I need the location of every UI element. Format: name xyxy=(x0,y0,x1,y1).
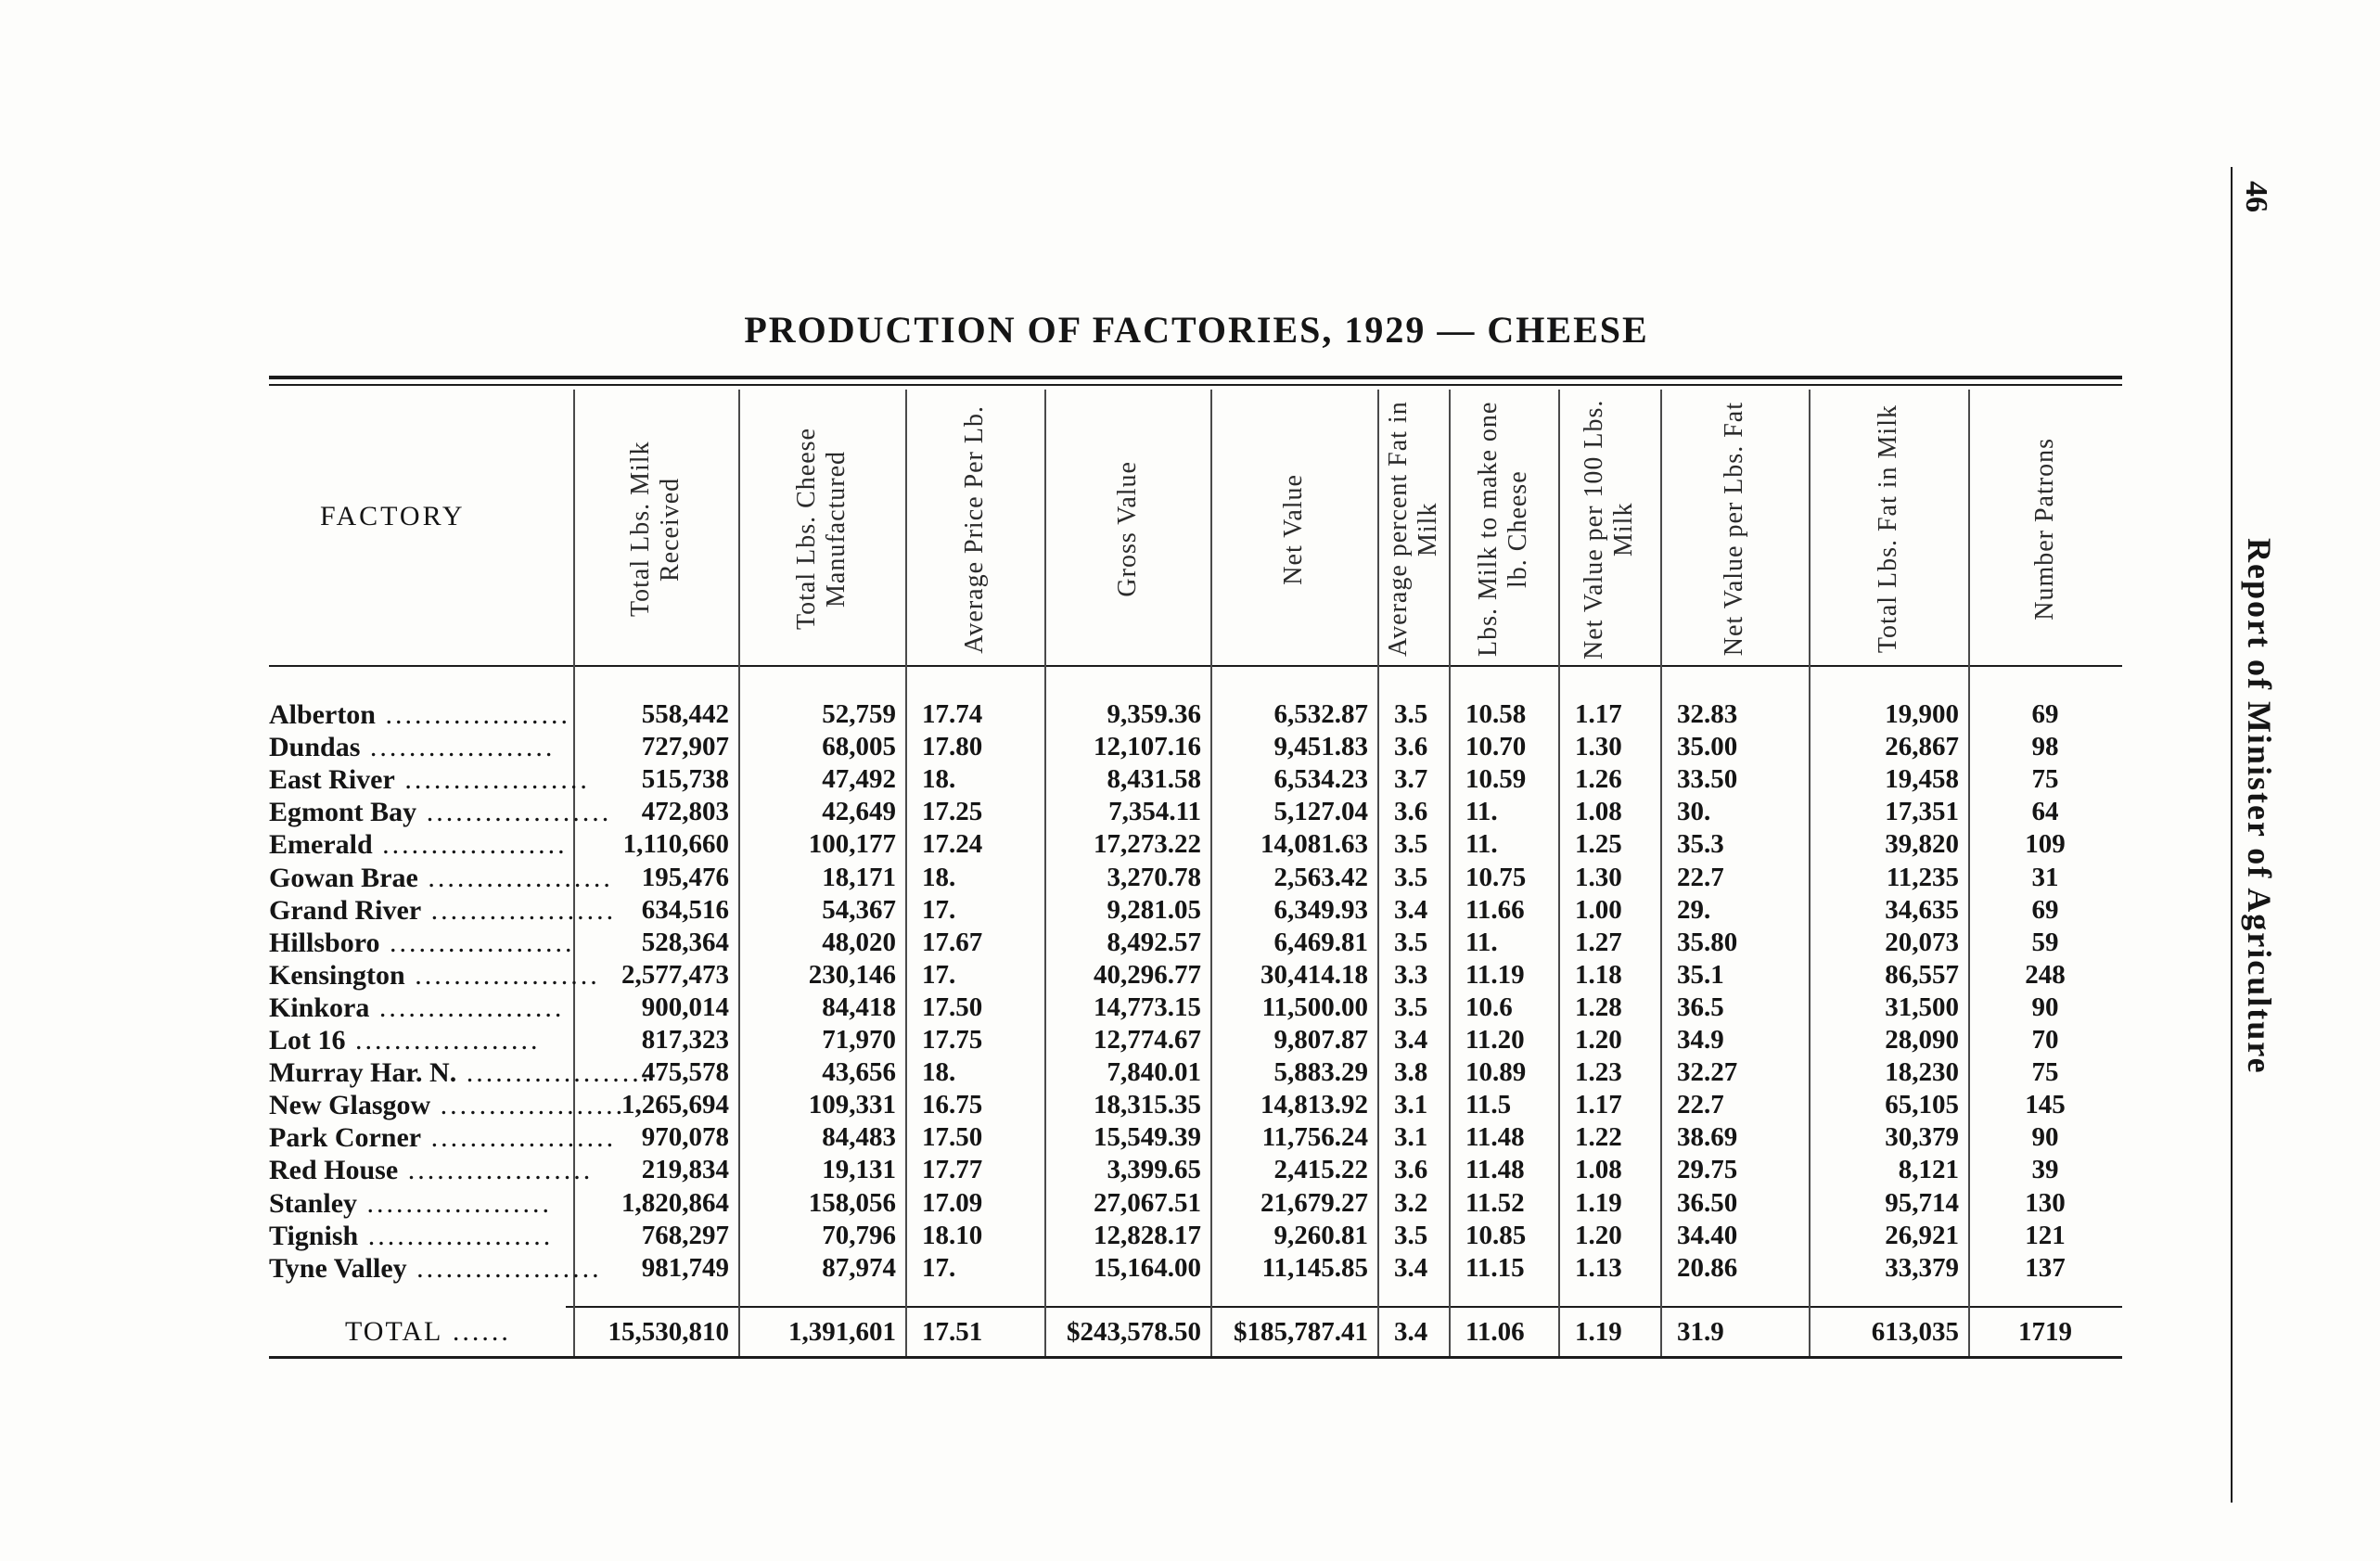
leader-dots: ................... xyxy=(406,1253,602,1284)
leader-dots: ................... xyxy=(345,1025,541,1056)
cell-gross: 27,067.51 xyxy=(1094,1188,1201,1218)
cell-nv-fat: 38.69 xyxy=(1677,1122,1738,1152)
leader-dots: ................... xyxy=(398,1155,594,1185)
cell-milk: 472,803 xyxy=(641,797,729,826)
cell-milk-per-lb: 11. xyxy=(1465,829,1498,859)
table-top-rule-thin xyxy=(269,384,2122,386)
cell-milk-per-lb: 11.06 xyxy=(1465,1317,1525,1347)
cell-price: 18.10 xyxy=(922,1221,983,1250)
cell-nv-fat: 33.50 xyxy=(1677,764,1738,794)
cell-price: 17.09 xyxy=(922,1188,983,1218)
cell-nv-fat: 22.7 xyxy=(1677,1090,1724,1120)
table-row-factory xyxy=(269,959,600,992)
column-header-text: Net Value xyxy=(1279,473,1308,585)
cell-price: 17.24 xyxy=(922,829,983,859)
cell-nv-100: 1.28 xyxy=(1575,992,1622,1022)
cell-nv-100: 1.18 xyxy=(1575,960,1622,990)
cell-fat-lbs: 86,557 xyxy=(1885,960,1959,990)
cell-milk: 900,014 xyxy=(641,992,729,1022)
table-row-factory xyxy=(269,698,570,731)
cell-nv-fat: 35.1 xyxy=(1677,960,1724,990)
leader-dots: ................... xyxy=(357,1188,553,1219)
column-header-text: Gross Value xyxy=(1112,461,1142,597)
cell-fat-lbs: 34,635 xyxy=(1885,895,1959,925)
table-row-factory xyxy=(269,1154,594,1186)
total-label-text: TOTAL xyxy=(345,1316,443,1347)
cell-price: 17.67 xyxy=(922,928,983,957)
cell-net: 9,260.81 xyxy=(1273,1221,1368,1250)
cell-fat-lbs: 30,379 xyxy=(1885,1122,1959,1152)
cell-price: 17.25 xyxy=(922,797,983,826)
column-header-text: Net Value per 100 Lbs. Milk xyxy=(1580,399,1638,659)
cell-fat-pct: 3.6 xyxy=(1394,1155,1428,1184)
running-head xyxy=(2241,538,2278,1187)
cell-nv-fat: 32.27 xyxy=(1677,1057,1738,1087)
leader-dots: ................... xyxy=(421,1122,617,1153)
cell-milk: 1,110,660 xyxy=(622,829,729,859)
column-header-gross xyxy=(1044,388,1210,671)
column-header-text: Total Lbs. Cheese Manufactured xyxy=(792,428,851,631)
cell-milk: 528,364 xyxy=(641,928,729,957)
cell-nv-100: 1.19 xyxy=(1575,1317,1622,1347)
column-header-text: Total Lbs. Milk Received xyxy=(626,441,685,618)
cell-cheese: 1,391,601 xyxy=(788,1317,896,1347)
cell-milk-per-lb: 11.19 xyxy=(1465,960,1525,990)
cell-milk-per-lb: 11.52 xyxy=(1465,1188,1525,1218)
leader-dots: ................... xyxy=(360,732,556,762)
cell-gross: 15,164.00 xyxy=(1094,1253,1201,1283)
cell-fat-lbs: 18,230 xyxy=(1885,1057,1959,1087)
factory-name: Tyne Valley xyxy=(269,1253,407,1284)
cell-gross: 3,270.78 xyxy=(1107,863,1201,892)
cell-nv-100: 1.23 xyxy=(1575,1057,1622,1087)
cell-price: 17.51 xyxy=(922,1317,983,1347)
cell-net: 11,145.85 xyxy=(1261,1253,1368,1283)
cell-nv-fat: 20.86 xyxy=(1677,1253,1738,1283)
cell-fat-lbs: 26,921 xyxy=(1885,1221,1959,1250)
cell-patrons: 69 xyxy=(2031,895,2059,925)
cell-milk: 475,578 xyxy=(641,1057,729,1087)
cell-fat-lbs: 26,867 xyxy=(1885,732,1959,761)
cell-fat-lbs: 17,351 xyxy=(1885,797,1959,826)
leader-dots: ................... xyxy=(421,895,617,926)
cell-cheese: 42,649 xyxy=(822,797,896,826)
column-header-text: Total Lbs. Fat in Milk xyxy=(1874,404,1902,654)
cell-patrons: 109 xyxy=(2025,829,2066,859)
column-header-price xyxy=(905,388,1044,671)
table-row-factory xyxy=(269,1220,566,1252)
cell-price: 17. xyxy=(922,960,956,990)
cell-fat-lbs: 95,714 xyxy=(1885,1188,1959,1218)
cell-milk-per-lb: 10.58 xyxy=(1465,699,1527,729)
cell-nv-fat: 34.40 xyxy=(1677,1221,1738,1250)
page-title: PRODUCTION OF FACTORIES, 1929 — CHEESE xyxy=(744,309,1649,351)
table-row-factory xyxy=(269,763,590,796)
cell-cheese: 68,005 xyxy=(822,732,896,761)
cell-nv-100: 1.30 xyxy=(1575,732,1622,761)
column-header-cheese xyxy=(738,388,905,671)
cell-patrons: 121 xyxy=(2025,1221,2066,1250)
cell-patrons: 90 xyxy=(2031,992,2059,1022)
cell-patrons: 130 xyxy=(2025,1188,2066,1218)
cell-fat-pct: 3.5 xyxy=(1394,928,1428,957)
cell-patrons: 90 xyxy=(2031,1122,2059,1152)
cell-price: 17.77 xyxy=(922,1155,983,1184)
cell-fat-lbs: 39,820 xyxy=(1885,829,1959,859)
cell-price: 18. xyxy=(922,1057,956,1087)
cell-fat-lbs: 613,035 xyxy=(1871,1317,1959,1347)
cell-fat-pct: 3.1 xyxy=(1394,1122,1428,1152)
cell-fat-pct: 3.5 xyxy=(1394,829,1428,859)
cell-patrons: 39 xyxy=(2031,1155,2059,1184)
cell-net: 11,756.24 xyxy=(1261,1122,1368,1152)
cell-net: 14,081.63 xyxy=(1260,829,1368,859)
factory-name: Tignish xyxy=(269,1221,359,1251)
cell-cheese: 230,146 xyxy=(808,960,896,990)
column-header-fat-lbs xyxy=(1809,388,1968,671)
cell-nv-100: 1.19 xyxy=(1575,1188,1622,1218)
cell-nv-100: 1.30 xyxy=(1575,863,1622,892)
factory-name: Murray Har. N. xyxy=(269,1057,457,1088)
cell-fat-pct: 3.5 xyxy=(1394,1221,1428,1250)
cell-fat-pct: 3.3 xyxy=(1394,960,1428,990)
factory-name: Gowan Brae xyxy=(269,863,418,893)
cell-fat-pct: 3.6 xyxy=(1394,732,1428,761)
factory-name: Kensington xyxy=(269,960,405,991)
cell-cheese: 158,056 xyxy=(808,1188,896,1218)
cell-nv-100: 1.20 xyxy=(1575,1025,1622,1055)
cell-nv-fat: 31.9 xyxy=(1677,1317,1724,1347)
cell-milk-per-lb: 11.20 xyxy=(1465,1025,1525,1055)
factory-name: Emerald xyxy=(269,829,373,860)
column-header-net xyxy=(1210,388,1377,671)
factory-name: Park Corner xyxy=(269,1122,422,1153)
cell-nv-fat: 36.50 xyxy=(1677,1188,1738,1218)
cell-milk: 558,442 xyxy=(641,699,729,729)
cell-price: 17. xyxy=(922,1253,956,1283)
cell-fat-pct: 3.4 xyxy=(1394,895,1428,925)
cell-net: 21,679.27 xyxy=(1260,1188,1368,1218)
table-row-factory xyxy=(269,927,575,959)
cell-price: 17.75 xyxy=(922,1025,983,1055)
cell-milk-per-lb: 11.5 xyxy=(1465,1090,1512,1120)
leader-dots: ................... xyxy=(404,960,600,991)
cell-fat-pct: 3.5 xyxy=(1394,992,1428,1022)
cell-gross: 18,315.35 xyxy=(1094,1090,1201,1120)
cell-net: 6,532.87 xyxy=(1273,699,1368,729)
cell-cheese: 70,796 xyxy=(822,1221,896,1250)
cell-patrons: 70 xyxy=(2031,1025,2059,1055)
factory-name: Red House xyxy=(269,1155,399,1185)
leader-dots: ................... xyxy=(376,699,570,730)
cell-fat-lbs: 20,073 xyxy=(1885,928,1959,957)
cell-fat-lbs: 8,121 xyxy=(1898,1155,1959,1184)
cell-milk-per-lb: 11.48 xyxy=(1465,1155,1525,1184)
cell-fat-lbs: 65,105 xyxy=(1885,1090,1959,1120)
cell-milk-per-lb: 10.59 xyxy=(1465,764,1527,794)
cell-gross: 8,492.57 xyxy=(1107,928,1201,957)
table-row-factory xyxy=(269,796,612,828)
column-header-nv-fat xyxy=(1660,388,1809,671)
column-header-text: Lbs. Milk to make one lb. Cheese xyxy=(1474,401,1532,658)
cell-price: 18. xyxy=(922,863,956,892)
table-row-factory xyxy=(269,1089,626,1121)
cell-milk: 515,738 xyxy=(641,764,729,794)
cell-net: 9,807.87 xyxy=(1273,1025,1368,1055)
cell-gross: 9,281.05 xyxy=(1107,895,1201,925)
cell-net: 6,469.81 xyxy=(1273,928,1368,957)
cell-nv-fat: 32.83 xyxy=(1677,699,1738,729)
cell-fat-lbs: 33,379 xyxy=(1885,1253,1959,1283)
table-top-rule xyxy=(269,376,2122,379)
total-leader-dots: ...... xyxy=(442,1316,511,1347)
factory-name: Lot 16 xyxy=(269,1025,346,1056)
cell-net: 2,563.42 xyxy=(1273,863,1368,892)
factory-name: Stanley xyxy=(269,1188,358,1219)
cell-fat-lbs: 31,500 xyxy=(1885,992,1959,1022)
factory-name: Hillsboro xyxy=(269,928,380,958)
cell-milk: 817,323 xyxy=(641,1025,729,1055)
cell-gross: $243,578.50 xyxy=(1067,1317,1201,1347)
cell-milk: 768,297 xyxy=(641,1221,729,1250)
cell-milk: 195,476 xyxy=(641,863,729,892)
cell-patrons: 137 xyxy=(2025,1253,2066,1283)
cell-fat-pct: 3.8 xyxy=(1394,1057,1428,1087)
cell-gross: 8,431.58 xyxy=(1107,764,1201,794)
cell-fat-pct: 3.4 xyxy=(1394,1317,1428,1347)
cell-nv-100: 1.17 xyxy=(1575,699,1622,729)
cell-nv-100: 1.17 xyxy=(1575,1090,1622,1120)
table-row-factory xyxy=(269,1187,566,1220)
cell-milk: 15,530,810 xyxy=(608,1317,729,1347)
cell-net: 6,349.93 xyxy=(1273,895,1368,925)
cell-nv-fat: 35.80 xyxy=(1677,928,1738,957)
cell-fat-pct: 3.1 xyxy=(1394,1090,1428,1120)
column-header-milk-per-lb xyxy=(1449,388,1558,671)
cell-price: 17.80 xyxy=(922,732,983,761)
cell-milk-per-lb: 11. xyxy=(1465,928,1498,957)
cell-cheese: 87,974 xyxy=(822,1253,896,1283)
factory-name: New Glasgow xyxy=(269,1090,431,1120)
cell-patrons: 1719 xyxy=(2018,1317,2072,1347)
cell-nv-fat: 36.5 xyxy=(1677,992,1724,1022)
cell-net: 5,883.29 xyxy=(1273,1057,1368,1087)
cell-cheese: 18,171 xyxy=(822,863,896,892)
cell-nv-100: 1.08 xyxy=(1575,797,1622,826)
cell-milk-per-lb: 10.85 xyxy=(1465,1221,1527,1250)
cell-gross: 40,296.77 xyxy=(1094,960,1201,990)
table-row-factory xyxy=(269,992,566,1024)
cell-patrons: 31 xyxy=(2031,863,2059,892)
factory-name: Dundas xyxy=(269,732,361,762)
cell-nv-fat: 22.7 xyxy=(1677,863,1724,892)
leader-dots: ................... xyxy=(372,829,568,860)
cell-net: 6,534.23 xyxy=(1273,764,1368,794)
column-header-text: Net Value per Lbs. Fat xyxy=(1720,402,1748,657)
leader-dots: ................... xyxy=(416,797,612,827)
leader-dots: ................... xyxy=(394,764,590,795)
cell-net: 14,813.92 xyxy=(1260,1090,1368,1120)
cell-gross: 7,840.01 xyxy=(1107,1057,1201,1087)
page-edge-rule xyxy=(2231,167,2233,1503)
column-header-text: Average Price Per Lb. xyxy=(960,404,989,654)
cell-milk: 634,516 xyxy=(641,895,729,925)
cell-cheese: 100,177 xyxy=(808,829,896,859)
table-row-factory xyxy=(269,862,613,894)
cell-gross: 3,399.65 xyxy=(1107,1155,1201,1184)
leader-dots: ................... xyxy=(430,1090,626,1120)
cell-cheese: 54,367 xyxy=(822,895,896,925)
cell-fat-lbs: 28,090 xyxy=(1885,1025,1959,1055)
factory-name: East River xyxy=(269,764,395,795)
table-row-factory xyxy=(269,731,566,763)
cell-milk: 1,820,864 xyxy=(621,1188,729,1218)
cell-fat-lbs: 11,235 xyxy=(1886,863,1959,892)
cell-milk-per-lb: 10.75 xyxy=(1465,863,1527,892)
cell-gross: 17,273.22 xyxy=(1094,829,1201,859)
cell-nv-100: 1.13 xyxy=(1575,1253,1622,1283)
cell-fat-pct: 3.6 xyxy=(1394,797,1428,826)
cell-patrons: 75 xyxy=(2031,1057,2059,1087)
cell-net: $185,787.41 xyxy=(1234,1317,1368,1347)
cell-milk: 219,834 xyxy=(641,1155,729,1184)
cell-price: 18. xyxy=(922,764,956,794)
leader-dots: ................... xyxy=(417,863,613,893)
table-row-factory xyxy=(269,1252,602,1285)
cell-nv-fat: 30. xyxy=(1677,797,1711,826)
cell-milk-per-lb: 10.89 xyxy=(1465,1057,1527,1087)
cell-price: 17.50 xyxy=(922,1122,983,1152)
cell-milk-per-lb: 10.70 xyxy=(1465,732,1527,761)
cell-milk: 2,577,473 xyxy=(621,960,729,990)
table-row-factory xyxy=(269,1056,652,1089)
cell-milk-per-lb: 11.15 xyxy=(1465,1253,1525,1283)
table-bottom-rule xyxy=(269,1356,2122,1359)
cell-milk: 981,749 xyxy=(641,1253,729,1283)
cell-nv-100: 1.22 xyxy=(1575,1122,1622,1152)
table-row-factory xyxy=(269,1121,617,1154)
cell-gross: 14,773.15 xyxy=(1094,992,1201,1022)
leader-dots: ................... xyxy=(358,1221,554,1251)
cell-fat-pct: 3.4 xyxy=(1394,1025,1428,1055)
cell-gross: 12,774.67 xyxy=(1094,1025,1201,1055)
cell-patrons: 145 xyxy=(2025,1090,2066,1120)
leader-dots: ................... xyxy=(456,1057,652,1088)
column-header-patrons xyxy=(1968,388,2122,671)
table-row-factory xyxy=(269,894,617,927)
table-row-factory xyxy=(269,1024,566,1056)
column-header-milk xyxy=(573,388,738,671)
cell-milk-per-lb: 10.6 xyxy=(1465,992,1513,1022)
column-header-text: Number Patrons xyxy=(2030,438,2059,621)
column-header-text: Average percent Fat in Milk xyxy=(1383,401,1442,658)
cell-patrons: 69 xyxy=(2031,699,2059,729)
cell-milk-per-lb: 11. xyxy=(1465,797,1498,826)
cell-gross: 7,354.11 xyxy=(1108,797,1201,826)
cell-cheese: 71,970 xyxy=(822,1025,896,1055)
cell-patrons: 64 xyxy=(2031,797,2059,826)
cell-net: 30,414.18 xyxy=(1260,960,1368,990)
cell-fat-lbs: 19,458 xyxy=(1885,764,1959,794)
cell-net: 5,127.04 xyxy=(1273,797,1368,826)
cell-nv-100: 1.27 xyxy=(1575,928,1622,957)
cell-cheese: 52,759 xyxy=(822,699,896,729)
cell-fat-pct: 3.4 xyxy=(1394,1253,1428,1283)
cell-patrons: 75 xyxy=(2031,764,2059,794)
cell-nv-100: 1.26 xyxy=(1575,764,1622,794)
cell-milk: 970,078 xyxy=(641,1122,729,1152)
cell-price: 17.50 xyxy=(922,992,983,1022)
cell-price: 17.74 xyxy=(922,699,983,729)
cell-nv-fat: 29.75 xyxy=(1677,1155,1738,1184)
cell-fat-pct: 3.2 xyxy=(1394,1188,1428,1218)
cell-nv-fat: 35.00 xyxy=(1677,732,1738,761)
cell-cheese: 48,020 xyxy=(822,928,896,957)
cell-nv-100: 1.25 xyxy=(1575,829,1622,859)
leader-dots: ................... xyxy=(369,992,565,1023)
cell-gross: 12,828.17 xyxy=(1094,1221,1201,1250)
cell-milk-per-lb: 11.48 xyxy=(1465,1122,1525,1152)
page-number-text: 46 xyxy=(2239,181,2273,212)
cell-milk: 1,265,694 xyxy=(621,1090,729,1120)
cell-patrons: 248 xyxy=(2025,960,2066,990)
factory-name: Kinkora xyxy=(269,992,370,1023)
cell-milk: 727,907 xyxy=(641,732,729,761)
cell-milk-per-lb: 11.66 xyxy=(1465,895,1525,925)
cell-nv-100: 1.08 xyxy=(1575,1155,1622,1184)
cell-gross: 9,359.36 xyxy=(1107,699,1201,729)
cell-net: 9,451.83 xyxy=(1273,732,1368,761)
column-header-nv-100 xyxy=(1558,388,1660,671)
cell-price: 16.75 xyxy=(922,1090,983,1120)
factory-name: Alberton xyxy=(269,699,376,730)
cell-gross: 15,549.39 xyxy=(1094,1122,1201,1152)
column-header-fat-pct xyxy=(1377,388,1449,671)
cell-price: 17. xyxy=(922,895,956,925)
cell-cheese: 84,418 xyxy=(822,992,896,1022)
cell-fat-pct: 3.5 xyxy=(1394,863,1428,892)
cell-fat-lbs: 19,900 xyxy=(1885,699,1959,729)
leader-dots: ................... xyxy=(379,928,575,958)
running-head-text: Report of Minister of Agriculture xyxy=(2241,538,2278,1075)
factory-name: Egmont Bay xyxy=(269,797,417,827)
total-top-rule xyxy=(566,1306,2122,1308)
cell-fat-pct: 3.7 xyxy=(1394,764,1428,794)
cell-cheese: 109,331 xyxy=(808,1090,896,1120)
page-number xyxy=(2237,169,2274,224)
cell-cheese: 47,492 xyxy=(822,764,896,794)
cell-nv-fat: 29. xyxy=(1677,895,1711,925)
table-row-factory xyxy=(269,828,566,861)
cell-cheese: 19,131 xyxy=(822,1155,896,1184)
cell-cheese: 43,656 xyxy=(822,1057,896,1087)
cell-cheese: 84,483 xyxy=(822,1122,896,1152)
cell-nv-fat: 35.3 xyxy=(1677,829,1724,859)
cell-patrons: 59 xyxy=(2031,928,2059,957)
factory-column-header: FACTORY xyxy=(320,501,466,531)
cell-nv-fat: 34.9 xyxy=(1677,1025,1724,1055)
cell-gross: 12,107.16 xyxy=(1094,732,1201,761)
cell-net: 2,415.22 xyxy=(1273,1155,1368,1184)
factory-name: Grand River xyxy=(269,895,422,926)
cell-nv-100: 1.00 xyxy=(1575,895,1622,925)
total-label xyxy=(345,1316,511,1348)
cell-nv-100: 1.20 xyxy=(1575,1221,1622,1250)
cell-patrons: 98 xyxy=(2031,732,2059,761)
cell-net: 11,500.00 xyxy=(1261,992,1368,1022)
cell-fat-pct: 3.5 xyxy=(1394,699,1428,729)
